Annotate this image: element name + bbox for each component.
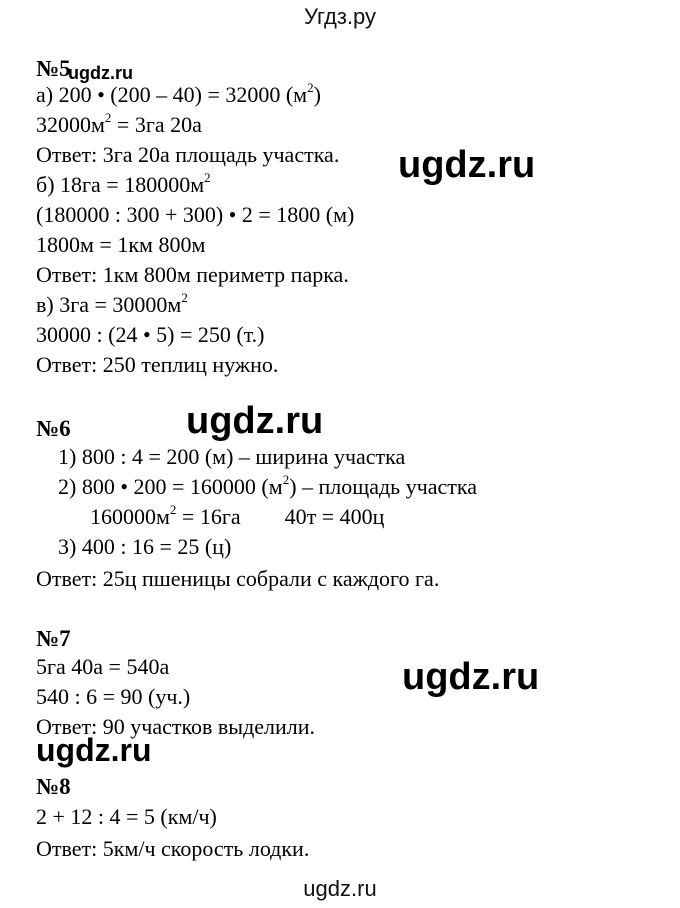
task-5-a-answer: Ответ: 3га 20а площадь участка.	[36, 142, 340, 167]
task-7-line-1: 5га 40а = 540а	[36, 654, 170, 679]
task-8-line-1: 2 + 12 : 4 = 5 (км/ч)	[36, 804, 217, 829]
task-6-step-2-conversion: $160000м^2 = 16га$ 40т = 400ц	[90, 501, 385, 529]
task-8-label: №8	[36, 774, 71, 799]
watermark: ugdz.ru	[402, 656, 540, 698]
task-5-b-line-1: б) $18га = 180000м^2$	[36, 169, 211, 197]
task-7-line-2: 540 : 6 = 90 (уч.)	[36, 684, 191, 709]
task-5-b-line-3: 1800м = 1км 800м	[36, 232, 206, 257]
task-5-a-line-2: $32000м^2 = 3га$ 20а	[36, 109, 202, 137]
task-5-c-answer: Ответ: 250 теплиц нужно.	[36, 352, 279, 377]
task-6-answer: Ответ: 25ц пшеницы собрали с каждого га.	[36, 566, 440, 591]
task-6-label: №6	[36, 416, 71, 441]
watermark: ugdz.ru	[68, 63, 133, 83]
task-8-answer: Ответ: 5км/ч скорость лодки.	[36, 836, 310, 861]
task-6-step-3: 3) 400 : 16 = 25 (ц)	[58, 534, 232, 559]
task-5-b-line-2: (180000 : 300 + 300) • 2 = 1800 (м)	[36, 202, 355, 227]
task-5-label: №5	[36, 56, 71, 81]
task-5-c-line-1: в) $3га = 30000м^2$	[36, 289, 188, 317]
site-header: Угдз.ру	[303, 4, 377, 29]
task-7-label: №7	[36, 626, 71, 651]
task-5-c-line-2: 30000 : (24 • 5) = 250 (т.)	[36, 322, 265, 347]
watermark: ugdz.ru	[36, 732, 152, 768]
task-7-answer: Ответ: 90 участков выделили.	[36, 714, 316, 739]
task-5-a-line-1: а) 200 • (200 – 40) = 32000 $(м^2)$	[36, 79, 321, 107]
task-6-step-1: 1) 800 : 4 = 200 (м) – ширина участка	[58, 444, 406, 469]
task-5-b-answer: Ответ: 1км 800м периметр парка.	[36, 262, 349, 287]
task-6-step-2: 2) 800 • 200 = 160000 $(м^2)$ – площадь участка	[58, 471, 478, 499]
watermark: ugdz.ru	[398, 144, 536, 186]
site-footer: ugdz.ru	[303, 876, 377, 901]
watermark: ugdz.ru	[186, 400, 324, 442]
